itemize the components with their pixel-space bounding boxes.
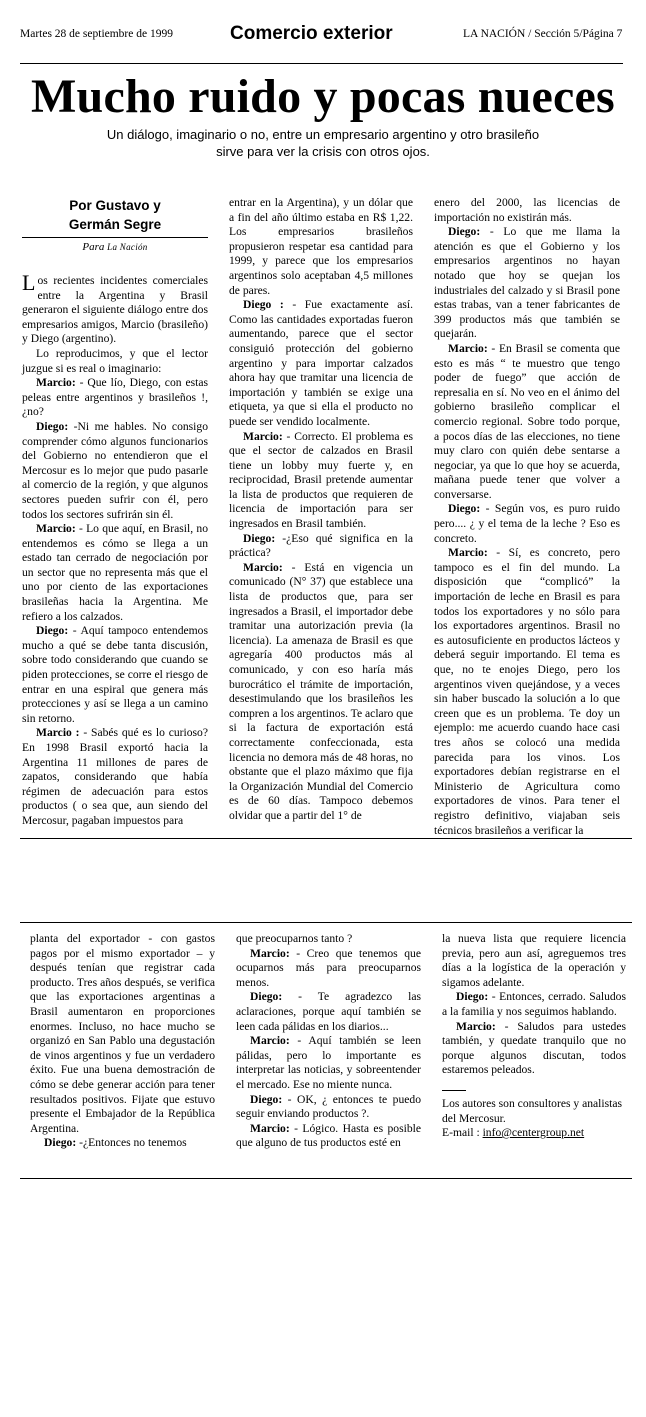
paragraph: Lo reproducimos, y que el lector juzgue si es real o imaginario: bbox=[22, 346, 208, 375]
dek bbox=[0, 126, 646, 160]
paragraph: Los recientes incidentes comerciales entre la Argentina y Brasil generaron el siguiente diálogo entre dos empresarios amigos, Marcio (brasileño) y Diego (argentino). bbox=[22, 270, 208, 346]
paragraph: Marcio: - Creo que tenemos que ocuparnos más para preocuparnos menos. bbox=[236, 946, 421, 989]
speaker: Marcio : bbox=[36, 726, 80, 740]
speaker: Diego: bbox=[448, 502, 481, 516]
header-section: Comercio exterior bbox=[230, 23, 393, 44]
section-rule bbox=[20, 922, 632, 923]
column-2 bbox=[229, 196, 413, 824]
speaker: Marcio: bbox=[448, 341, 488, 355]
paragraph: Diego: - Aquí tampoco entendemos mucho a qué se debe tanta discusión, sobre todo considerando que cuando se piden protecciones, se corre el riesgo de entrar en una espiral que genera más protecciones y así se llega a un camino sin retorno. bbox=[22, 624, 208, 725]
paragraph: Marcio: - Que lío, Diego, con estas peleas entre argentinos y brasileños !, ¿no? bbox=[22, 376, 208, 419]
speaker: Diego: bbox=[456, 990, 489, 1004]
paragraph: Marcio: - Sí, es concreto, pero tampoco es el fin del mundo. La disposición que “complicó” la importación de leche en Brasil es para todos los exportadores y no sólo para los exportadores argentinos. Brasil no es autosuficiente en productos lácteos y deberá seguir importando. El tema es que, no te enojes Diego, pero los argentinos viven quejándose, y a veces sin haber buscado la solución a lo que creen que es un problema. Te doy un ejemplo: me acuerdo cuando hace casi tres años se colocó una medida parecida para los vinos. Los exportadores debían registrarse en el Ministerio de Agricultura como exportadores de vinos. Para tener el registro definitivo, viajaban seis técnicos brasileños a verificar la bbox=[434, 546, 620, 837]
speaker: Marcio: bbox=[448, 546, 488, 560]
speaker: Diego: bbox=[448, 225, 481, 239]
paragraph: Diego: - Entonces, cerrado. Saludos a la familia y nos seguimos hablando. bbox=[442, 990, 626, 1018]
speaker: Diego: bbox=[250, 990, 283, 1004]
paragraph: Marcio: - En Brasil se comenta que esto es más “ te muestro que tengo poder de fuego” que acción de represalia en sí. No veo en el ánimo del gobierno brasileño complicar el comercio regional. Sobre todo porque, a pocos días de las elecciones, no tiene muy claro con quién debe sentarse a negociar, ya que lo que hoy se acuerda, mañana puede tener que volver a conversarse. bbox=[434, 341, 620, 501]
speaker: Diego: bbox=[243, 531, 276, 545]
author-email-line: E-mail : info@centergroup.net bbox=[442, 1126, 585, 1140]
byline-rule bbox=[22, 237, 208, 238]
speaker: Marcio: bbox=[243, 560, 283, 574]
column-3 bbox=[434, 196, 620, 838]
speaker: Diego: bbox=[36, 419, 69, 433]
paragraph: Marcio: - Está en vigencia un comunicado (N° 37) que establece una lista de productos que, para ser ingresados a Brasil, el importador debe tramitar una autorización previa (la licencia). La amenaza de Brasil es que agregaría 400 productos más al comunicado, y con eso haría más burocrático el trámite de importación, desestimulando que los brasileños les compren a los argentinos. Te aclaro que si la factura de exportación está correctamente confeccionada, esta licencia no demora más de 48 horas, no obstante que el plazo máximo que fija la Organización Mundial del Comercio es de 60 días. Tampoco debemos olvidar que a partir del 1° de bbox=[229, 560, 413, 822]
paragraph: Diego: -¿Entonces no tenemos bbox=[44, 1136, 187, 1150]
paragraph: planta del exportador - con gastos pagos por el mismo exportador – y después tenían que registrar cada producto. Tres años después, se verifica que las exportaciones argentinas a Brasil aumentaron en proporciones enormes. Incluso, no hace mucho se organizó en San Pablo una degustación de vinos argentinos y fue un verdadero éxito. Fue una buena demostración de cómo se debe generar acción para tener resultados positivos. Fijate que estuvo presente el Embajador de la República Argentina. bbox=[30, 932, 215, 1135]
author-email-link[interactable]: info@centergroup.net bbox=[482, 1126, 585, 1140]
paragraph: Diego: -¿Eso qué significa en la práctica? bbox=[229, 531, 413, 560]
newspaper-name: La Nación bbox=[107, 242, 148, 252]
paragraph: Marcio: - Saludos para ustedes también, y quedate tranquilo que no porque algunos discutan, todos estaremos peleados. bbox=[442, 1019, 626, 1077]
paragraph: Marcio: - Lo que aquí, en Brasil, no entendemos es cómo se llega a un estado tan cerrado de negociación por un sector que no representa más que el uno por ciento de las exportaciones brasileñas hacia la Argentina. Me refiero a los calzados. bbox=[22, 522, 208, 623]
header-rule bbox=[20, 63, 623, 64]
speaker: Marcio: bbox=[250, 1034, 290, 1048]
paragraph: Diego: - Te agradezco las aclaraciones, porque aquí también se leen cada pálidas en los diarios... bbox=[236, 990, 421, 1033]
author-note-rule bbox=[442, 1090, 466, 1091]
header-page: LA NACIÓN / Sección 5/Página 7 bbox=[463, 28, 623, 40]
author-note: Los autores son consultores y analistas del Mercosur. bbox=[442, 1096, 622, 1125]
speaker: Diego: bbox=[44, 1136, 77, 1150]
paragraph: Marcio: - Aquí también se leen pálidas, pero lo importante es interpretar las noticias, y sobreentender el mercado. Ese no miente nunca. bbox=[236, 1034, 421, 1091]
paragraph: enero del 2000, las licencias de importación no existirán más. bbox=[434, 196, 620, 224]
headline: Mucho ruido y pocas nueces bbox=[31, 70, 615, 123]
byline bbox=[22, 196, 208, 234]
paragraph: entrar en la Argentina), y un dólar que a fin del año último estaba en R$ 1,22. Los empresarios brasileños propusieron respetar esa cantidad para 1999, y parece que los empresarios argentinos solo aceptaban 4,5 millones de pares. bbox=[229, 196, 413, 297]
paragraph: Diego: -Ni me hables. No consigo comprender cómo algunos funcionarios del Gobierno no entendieron que el Mercosur es lo mejor que pudo pasarle al comercio de la región, y que algunos sectores pueden sufrir con él, pero todos los sectores sufrirán sin él. bbox=[22, 419, 208, 521]
paragraph: Diego: - Lo que me llama la atención es que el Gobierno y los empresarios argentinos no hayan notado que hoy se quejan los industriales del calzado y si Brasil pone estas trabas, van a tener fabricantes de 399 productos más que también se quejarán. bbox=[434, 225, 620, 341]
paragraph: Diego : - Fue exactamente así. Como las cantidades exportadas fueron aumentando, parece que el sector consiguió protección del gobierno argentino y para importar calzados ahora hay que tramitar una licencia de importación y también se exige una etiqueta, ya que si ella el producto no puede ser vendido localmente. bbox=[229, 298, 413, 428]
byline-affiliation: Para La Nación bbox=[82, 241, 148, 253]
paragraph: Marcio : - Sabés qué es lo curioso? En 1998 Brasil exportó hacia la Argentina 11 millones de pares de zapatos, considerando que había régimen de adecuación para estos productos ( o sea que, aun siendo del Mercosur, pagaban impuestos para bbox=[22, 726, 208, 827]
speaker: Diego: bbox=[250, 1092, 283, 1106]
column-4 bbox=[30, 932, 215, 1151]
speaker: Marcio: bbox=[456, 1019, 496, 1033]
byline-line-2: Germán Segre bbox=[68, 217, 162, 232]
speaker: Diego: bbox=[36, 624, 69, 638]
speaker: Marcio: bbox=[250, 1121, 290, 1135]
dek-line-1: Un diálogo, imaginario o no, entre un empresario argentino y otro brasileño bbox=[106, 127, 540, 142]
dek-line-2: sirve para ver la crisis con otros ojos. bbox=[216, 144, 430, 159]
speaker: Diego : bbox=[243, 298, 284, 312]
dropcap: L bbox=[22, 270, 36, 295]
footer-rule bbox=[20, 1178, 632, 1179]
speaker: Marcio: bbox=[36, 376, 76, 390]
byline-line-1: Por Gustavo y bbox=[69, 198, 161, 213]
speaker: Marcio: bbox=[243, 429, 283, 443]
header-date: Martes 28 de septiembre de 1999 bbox=[20, 28, 173, 40]
speaker: Marcio: bbox=[250, 946, 290, 960]
paragraph: Marcio: - Correcto. El problema es que el sector de calzados en Brasil tiene un lobby muy fuerte y, en reciprocidad, Brasil pretende aumentar la lista de productos que requieren de licencia de importación para ser ingresados en Brasil también. bbox=[229, 429, 413, 531]
column-1 bbox=[22, 196, 208, 829]
paragraph: Diego: - OK, ¿ entonces te puedo seguir enviando productos ?. bbox=[236, 1092, 421, 1121]
paragraph: que preocuparnos tanto ? bbox=[236, 932, 353, 945]
column-5 bbox=[236, 932, 421, 1151]
column-6 bbox=[442, 932, 626, 1141]
speaker: Marcio: bbox=[36, 522, 76, 536]
paragraph: Marcio: - Lógico. Hasta es posible que alguno de tus productos esté en bbox=[236, 1121, 421, 1150]
paragraph: la nueva lista que requiere licencia previa, pero aun así, agreguemos tres días a la logística de la operación y sigamos adelante. bbox=[442, 932, 626, 989]
section-rule bbox=[20, 838, 632, 839]
paragraph: Diego: - Según vos, es puro ruido pero.... ¿ y el tema de la leche ? Eso es concreto. bbox=[434, 502, 620, 545]
